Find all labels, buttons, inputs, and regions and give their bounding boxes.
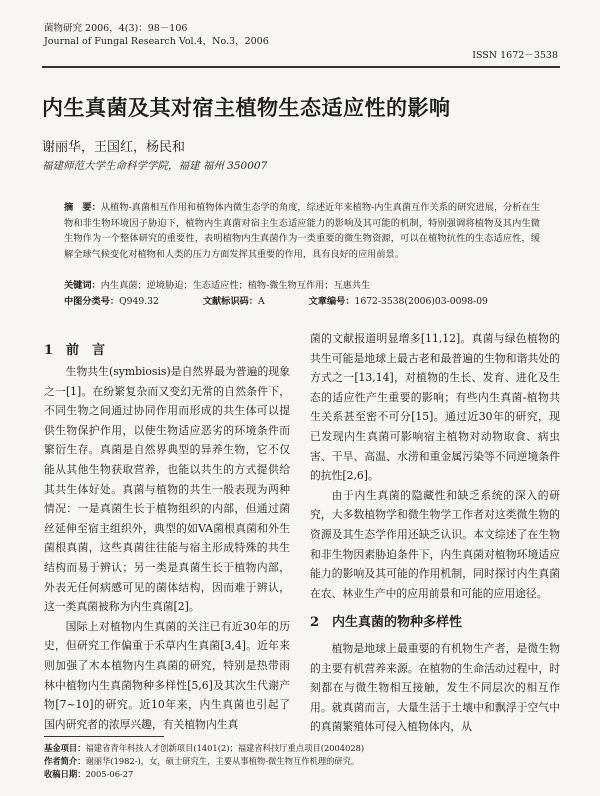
- journal-citation-cn: 菌物研究 2006，4(3)：98－106: [44, 23, 188, 34]
- abstract-text: 从植物-真菌相互作用和植物体内微生态学的角度，综述近年来植物-内生真菌互作关系的研究进展，分析在生物和非生物环境因子胁迫下，植物内生真菌对宿主生态适应能力的影响及其可能的机制，特别强调将植物及其内生微生物作为一个整体研究的重要性，表明植物内生真菌作为一类重要的微生物资源，可以在植物抗性的生态适应性，缓解全球气候变化对植物和人类的压力方面发挥其重要的作用，具有良好的应用前景。: [64, 202, 540, 260]
- clc-value: Q949.32: [119, 296, 159, 307]
- authors: 谢丽华，王国红，杨民和: [42, 140, 186, 155]
- issn: ISSN 1672－3538: [472, 50, 558, 61]
- right-paragraph-1: 菌的文献报道明显增多[11,12]。真菌与绿色植物的共生可能是地球上最古老和最普遍的生物和谐共处的方式之一[13,14]，对植物的生长、发育、进化及生态的适应性产生重要的影响；有些内生真菌-植物共生关系甚至密不可分[15]。通过近30年的研究，现已发现内生真菌可影响宿主植物对动物取食、病虫害、干旱、高温、水涝和重金属污染等不同逆境条件的抗性[2,6]。: [310, 332, 560, 483]
- paper-title: 内生真菌及其对宿主植物生态适应性的影响: [42, 95, 451, 120]
- left-column: [44, 362, 290, 734]
- section-heading-diversity: 2 内生真菌的物种多样性: [310, 615, 463, 631]
- clc-label: 中图分类号：: [64, 296, 120, 307]
- section-heading-intro: 1 前 言: [44, 343, 106, 358]
- article-number-value: 1672-3538(2006)03-0098-09: [354, 296, 488, 307]
- keywords: [64, 278, 540, 293]
- diversity-paragraph-1: 植物是地球上最重要的有机物生产者，是微生物的主要有机营养来源。在植物的生命活动过程中，时刻都在与微生物相互接触，发生不同层次的相互作用。就真菌而言，大量生活于土壤中和飘浮于空气中的真菌繁殖体可侵入植物体内，从: [310, 641, 560, 734]
- right-paragraph-2: 由于内生真菌的隐藏性和缺乏系统的深入的研究，大多数植物学和微生物学工作者对这类微生物的资源及其生态学作用还缺乏认识。本文综述了在生物和非生物因素胁迫条件下，内生真菌对植物环境适应能力的影响及其可能的作用机制，同时探讨内生真菌在农、林业生产中的应用前景和可能的应用途径。: [310, 488, 560, 600]
- abstract-label: 摘 要：: [64, 202, 101, 213]
- intro-paragraph-2: 国际上对植物内生真菌的关注已有近30年的历史，但研究工作偏重于禾草内生真菌[3,4]。近年来则加强了木本植物内生真菌的研究，特别是热带雨林中植物内生真菌物种多样性[5,6]及其次生代谢产物[7~10]的研究。近10年来，内生真菌也引起了国内研究者的浓厚兴趣，有关植物内生真: [44, 619, 290, 731]
- received-label: 收稿日期：: [44, 769, 86, 779]
- header-divider: [42, 66, 560, 68]
- journal-citation-en: Journal of Fungal Research Vol.4，No.3，2006: [44, 36, 269, 47]
- intro-paragraph-1: 生物共生(symbiosis)是自然界最为普遍的现象之一[1]。在纷繁复杂而又变幻无常的自然条件下，不同生物之间通过协同作用而形成的共生体可以提供生物保护作用，以使生物适应恶劣的环境条件而繁衍生存。真菌是自然界典型的异养生物，它不仅能从其他生物获取营养，也能以共生的方式提供给其共生体好处。真菌与植物的共生一般表现为两种情况：一是真菌生长于植物组织的内部，但通过菌丝延伸至宿主组织外，典型的如VA菌根真菌和外生菌根真菌，这些真菌往往能与宿主形成特殊的共生结构而易于辨认；另一类是真菌生长于植物内部，外表无任何病感可见的菌体结构，因而难于辨认，这一类真菌被称为内生真菌[2]。: [44, 365, 290, 614]
- received-date: 2005-06-27: [85, 769, 134, 779]
- fund-label: 基金项目：: [44, 743, 86, 753]
- author-bio-text: 谢丽华(1982-)，女，硕士研究生，主要从事植物-微生物互作机理的研究。: [85, 756, 360, 766]
- footnote-divider: [44, 736, 164, 737]
- author-bio-label: 作者简介：: [44, 756, 86, 766]
- journal-header: [44, 22, 269, 48]
- fund-text: 福建省青年科技人才创新项目(1401(2)；福建省科技厅重点项目(2004028): [85, 743, 365, 753]
- keywords-label: 关键词：: [64, 280, 101, 291]
- right-column: [310, 329, 560, 737]
- doc-code-label: 文献标识码：: [202, 296, 258, 307]
- classification-row: [64, 293, 532, 307]
- affiliation: 福建师范大学生命科学学院，福建 福州 350007: [42, 160, 268, 172]
- footnotes: [44, 742, 364, 781]
- doc-code-value: A: [257, 296, 265, 307]
- abstract: [64, 200, 540, 262]
- keywords-text: 内生真菌；逆境胁迫；生态适应性；植物-微生物互作用；互惠共生: [100, 280, 371, 291]
- article-number-label: 文章编号：: [308, 296, 355, 307]
